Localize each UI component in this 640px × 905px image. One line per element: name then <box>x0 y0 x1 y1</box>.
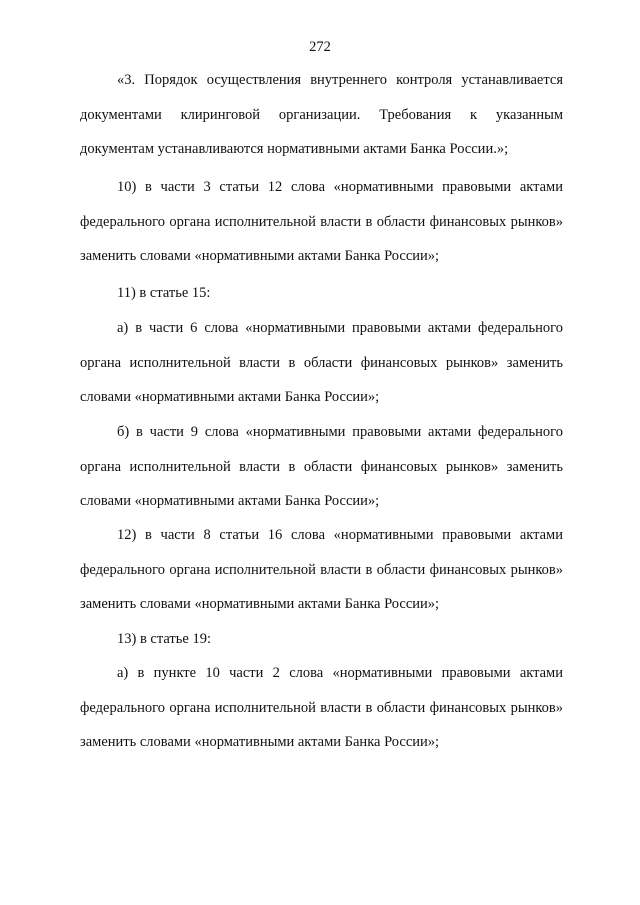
paragraph-item-13: 13) в статье 19: <box>117 631 211 647</box>
paragraph-item-10: 10) в части 3 статьи 12 слова «нормативными правовыми актами федерального органа исполнительной власти в области финансовых рынков» заменить словами «нормативными актами Банка России»; <box>80 179 563 264</box>
page-number: 272 <box>309 39 331 55</box>
paragraph-internal-control: «3. Порядок осуществления внутреннего контроля устанавливается документами клиринговой организации. Требования к указанным документам устанавливаются нормативными актами Банка России.»; <box>80 72 563 157</box>
paragraph-item-11: 11) в статье 15: <box>117 285 211 301</box>
paragraph-item-13-a: а) в пункте 10 части 2 слова «нормативными правовыми актами федерального органа исполнительной власти в области финансовых рынков» заменить словами «нормативными актами Банка России»; <box>80 665 563 750</box>
paragraph-item-12: 12) в части 8 статьи 16 слова «нормативными правовыми актами федерального органа исполнительной власти в области финансовых рынков» заменить словами «нормативными актами Банка России»; <box>80 527 563 612</box>
paragraph-item-11-a: а) в части 6 слова «нормативными правовыми актами федерального органа исполнительной власти в области финансовых рынков» заменить словами «нормативными актами Банка России»; <box>80 320 563 405</box>
paragraph-item-11-b: б) в части 9 слова «нормативными правовыми актами федерального органа исполнительной власти в области финансовых рынков» заменить словами «нормативными актами Банка России»; <box>80 424 563 509</box>
